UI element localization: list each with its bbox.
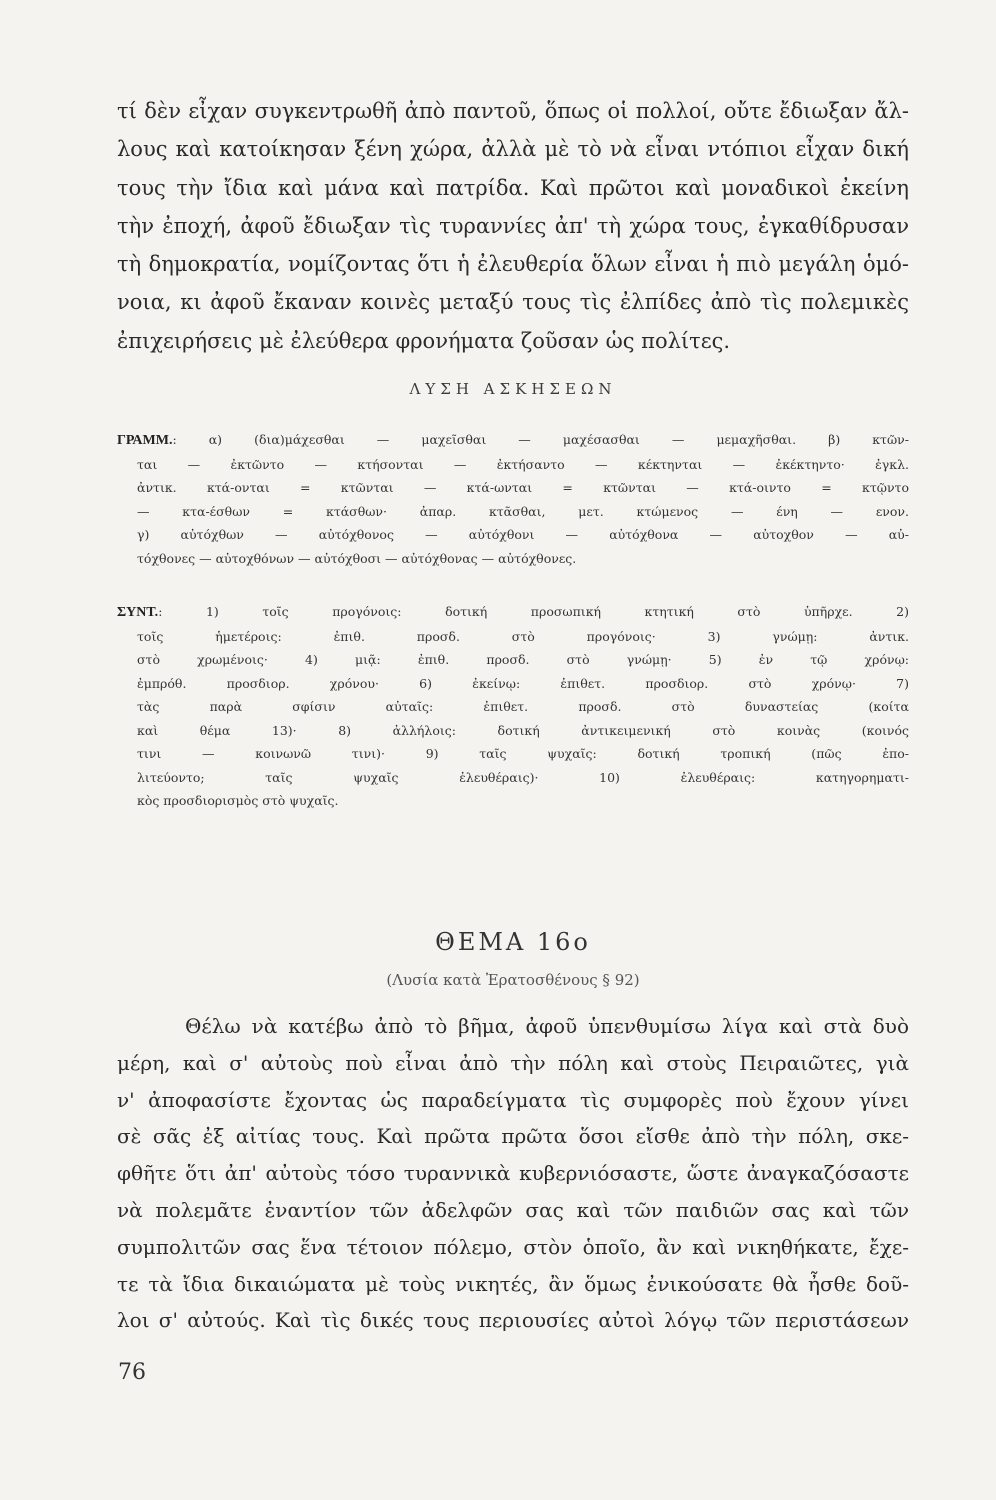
text-line: μέρη, καὶ σ' αὐτοὺς ποὺ εἶναι ἀπὸ τὴν πόλη καὶ στοὺς Πειραιῶτες, γιὰ	[117, 1050, 909, 1075]
text-line: λοι σ' αὐτούς. Καὶ τὶς δικές τους περιουσίες αὐτοὶ λόγῳ τῶν περιστάσεων	[117, 1308, 909, 1333]
translation-paragraph	[117, 1008, 909, 1339]
syntax-line: καὶ θέμα 13)· 8) ἀλλήλοις: δοτική ἀντικειμενική στὸ κοινὰς (κοινός	[137, 722, 909, 738]
text-line: ἐπιχειρήσεις μὲ ἐλεύθερα φρονήματα ζοῦσαν ὡς πολίτες.	[117, 328, 731, 353]
syntax-line: κὸς προσδιορισμὸς στὸ ψυχαῖς.	[137, 793, 339, 808]
syntax-text: : 1) τοῖς προγόνοις: δοτική προσωπική κτητική στὸ ὑπῆρχε. 2)	[158, 604, 909, 619]
text-line: τὴ δημοκρατία, νομίζοντας ὅτι ἡ ἐλευθερία ὅλων εἶναι ἡ πιὸ μεγάλη ὁμό-	[117, 252, 909, 277]
syntax-section	[117, 600, 909, 813]
text-line: τὴν ἐποχή, ἀφοῦ ἔδιωξαν τὶς τυραννίες ἀπ' τὴ χώρα τους, ἐγκαθίδρυσαν	[117, 213, 909, 238]
grammar-section	[117, 428, 909, 570]
syntax-line: ἐμπρόθ. προσδιορ. χρόνου· 6) ἐκείνῳ: ἐπιθετ. προσδιορ. στὸ χρόνῳ· 7)	[137, 675, 909, 691]
syntax-line: τὰς παρὰ σφίσιν αὐταῖς: ἐπιθετ. προσδ. στὸ δυναστείας (κοίτα	[137, 699, 909, 714]
text-line: τους τὴν ἴδια καὶ μάνα καὶ πατρίδα. Καὶ πρῶτοι καὶ μοναδικοὶ ἐκείνη	[117, 175, 909, 200]
text-line: Θέλω νὰ κατέβω ἀπὸ τὸ βῆμα, ἀφοῦ ὑπενθυμίσω λίγα καὶ στὰ δυὸ	[185, 1014, 909, 1038]
exercise-solutions-heading: ΛΥΣΗ ΑΣΚΗΣΕΩΝ	[409, 380, 617, 398]
syntax-label: ΣΥΝΤ.	[117, 605, 159, 620]
syntax-line: τινι — κοινωνῶ τινι)· 9) ταῖς ψυχαῖς: δοτική τροπική (πῶς ἐπο-	[137, 746, 909, 761]
grammar-text: : α) (δια)μάχεσθαι — μαχεῖσθαι — μαχέσασθαι — μεμαχῆσθαι. β) κτῶν-	[172, 432, 909, 447]
syntax-line: λιτεύοντο; ταῖς ψυχαῖς ἐλευθέραις)· 10) ἐλευθέραις: κατηγορηματι-	[137, 769, 909, 785]
grammar-label: ΓΡΑΜΜ.	[117, 433, 173, 448]
grammar-line: ται — ἐκτῶντο — κτήσονται — ἐκτήσαντο — κέκτηνται — ἐκέκτηντο· ἐγκλ.	[137, 456, 909, 472]
text-line: συμπολιτῶν σας ἕνα τέτοιον πόλεμο, στὸν ὁποῖο, ἂν καὶ νικηθήκατε, ἔχε-	[117, 1234, 909, 1259]
text-line: νὰ πολεμᾶτε ἐναντίον τῶν ἀδελφῶν σας καὶ τῶν παιδιῶν σας καὶ τῶν	[117, 1197, 909, 1222]
text-line: λους καὶ κατοίκησαν ξένη χώρα, ἀλλὰ μὲ τὸ νὰ εἶναι ντόπιοι εἶχαν δική	[117, 137, 909, 162]
page-content	[117, 92, 909, 1333]
syntax-line: τοῖς ἡμετέροις: ἐπιθ. προσδ. στὸ προγόνοις· 3) γνώμῃ: ἀντικ.	[137, 628, 909, 644]
text-line: ν' ἀποφασίστε ἔχοντας ὡς παραδείγματα τὶς συμφορὲς ποὺ ἔχουν γίνει	[117, 1087, 909, 1112]
opening-paragraph	[117, 92, 909, 360]
grammar-line	[117, 428, 909, 453]
grammar-line: τόχθονες — αὐτοχθόνων — αὐτόχθοσι — αὐτόχθονας — αὐτόχθονες.	[137, 550, 577, 566]
text-line: νοια, κι ἀφοῦ ἔκαναν κοινὲς μεταξύ τους τὶς ἐλπίδες ἀπὸ τὶς πολεμικὲς	[117, 290, 909, 315]
grammar-line: — κτα-έσθων = κτάσθων· ἀπαρ. κτᾶσθαι, μετ. κτώμενος — ένη — ενον.	[137, 503, 909, 519]
text-line: τε τὰ ἴδια δικαιώματα μὲ τοὺς νικητές, ἂν ὅμως ἐνικούσατε θὰ ἦσθε δοῦ-	[117, 1271, 909, 1296]
text-line: φθῆτε ὅτι ἀπ' αὐτοὺς τόσο τυραννικὰ κυβερνιόσαστε, ὥστε ἀναγκαζόσαστε	[117, 1161, 909, 1186]
text-line: τί δὲν εἶχαν συγκεντρωθῆ ἀπὸ παντοῦ, ὅπως οἱ πολλοί, οὔτε ἔδιωξαν ἄλ-	[117, 99, 909, 123]
theme-subtitle: (Λυσία κατὰ Ἐρατοσθένους § 92)	[386, 971, 640, 989]
syntax-line	[117, 600, 909, 625]
syntax-line: στὸ χρωμένοις· 4) μιᾷ: ἐπιθ. προσδ. στὸ γνώμῃ· 5) ἐν τῷ χρόνῳ:	[137, 652, 909, 667]
grammar-line: γ) αὐτόχθων — αὐτόχθονος — αὐτόχθονι — αὐτόχθονα — αὐτοχθον — αὐ-	[137, 527, 909, 542]
theme-title: ΘΕΜΑ 16ο	[435, 928, 591, 956]
grammar-line: ἀντικ. κτά-ονται = κτῶνται — κτά-ωνται = κτῶνται — κτά-οιντο = κτῷντο	[137, 480, 909, 495]
text-line: σὲ σᾶς ἐξ αἰτίας τους. Καὶ πρῶτα πρῶτα ὅσοι εἴσθε ἀπὸ τὴν πόλη, σκε-	[117, 1124, 909, 1149]
page-number: 76	[118, 1360, 146, 1385]
